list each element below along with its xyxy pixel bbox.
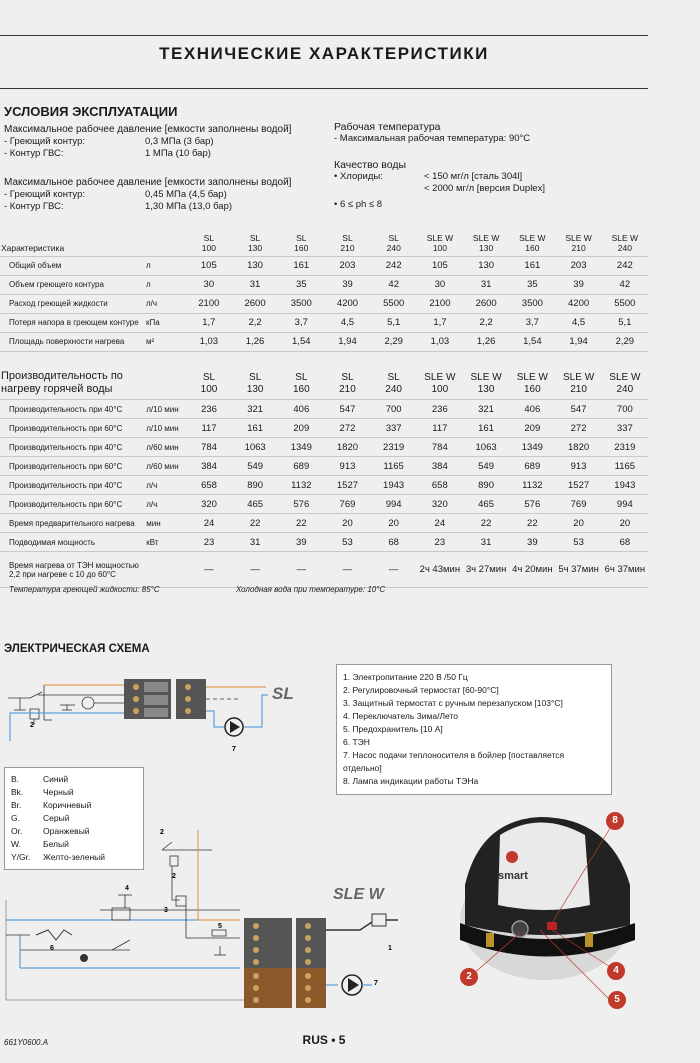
row-value: —: [324, 552, 370, 588]
row-value: 6ч 37мин: [602, 552, 648, 588]
model-header: SLE W 100: [424, 372, 456, 395]
row-value: 5,1: [371, 313, 417, 332]
row-value: 689: [509, 457, 555, 476]
color-row: [11, 799, 109, 812]
row-name: Потеря напора в греющем контуре: [0, 313, 146, 332]
row-value: 68: [371, 533, 417, 552]
row-value: 1349: [278, 438, 324, 457]
color-code: Br.: [11, 800, 22, 810]
table-row: [0, 552, 648, 588]
pressure-row-value: 0,3 МПа (3 бар): [145, 136, 214, 147]
model-header: SLE W 160: [519, 232, 546, 253]
page-title: ТЕХНИЧЕСКИЕ ХАРАКТЕРИСТИКИ: [159, 44, 489, 63]
model-header: SLE W 160: [516, 372, 548, 395]
slew-label: SLE W: [333, 886, 384, 903]
row-value: 890: [463, 476, 509, 495]
row-value: 53: [555, 533, 601, 552]
pressure-row: [4, 136, 324, 148]
top-rule: [0, 35, 648, 36]
row-value: 321: [463, 400, 509, 419]
row-unit: м²: [146, 332, 186, 351]
row-unit: л/10 мин: [146, 419, 186, 438]
pressure-row-value: 1 МПа (10 бар): [145, 148, 211, 159]
model-header: SLE W 130: [470, 372, 502, 395]
pressure-title-2: Максимальное рабочее давление: [4, 177, 162, 188]
row-value: 658: [417, 476, 463, 495]
note-heating-fluid-temp: Температура греющей жидкости: 85°C: [9, 585, 160, 594]
row-name: Подводимая мощность: [0, 533, 146, 552]
row-value: 30: [417, 275, 463, 294]
row-value: 1820: [324, 438, 370, 457]
row-value: 2,29: [602, 332, 648, 351]
components-legend: [336, 664, 612, 795]
row-value: 31: [232, 533, 278, 552]
row-value: 161: [509, 256, 555, 275]
row-value: 576: [278, 495, 324, 514]
row-value: 161: [278, 256, 324, 275]
row-unit: л/ч: [146, 294, 186, 313]
row-value: 1063: [232, 438, 278, 457]
row-name: Площадь поверхности нагрева: [0, 332, 146, 351]
conditions-heading: УСЛОВИЯ ЭКСПЛУАТАЦИИ: [4, 104, 178, 119]
table-row: [0, 419, 648, 438]
row-value: 20: [371, 514, 417, 533]
row-value: 337: [602, 419, 648, 438]
pressure-row: [4, 189, 324, 201]
row-value: —: [371, 552, 417, 588]
pressure-row-label: - Контур ГВС:: [4, 201, 64, 212]
row-value: 4200: [555, 294, 601, 313]
row-value: 1,03: [417, 332, 463, 351]
row-value: 1820: [555, 438, 601, 457]
row-value: 321: [232, 400, 278, 419]
color-name: Серый: [43, 813, 70, 823]
table-header-label: Характеристика: [1, 242, 65, 253]
row-value: 406: [509, 400, 555, 419]
row-value: 5ч 37мин: [555, 552, 601, 588]
row-value: 203: [324, 256, 370, 275]
model-header: SL 240: [385, 372, 402, 395]
color-code: Bk.: [11, 787, 24, 797]
row-unit: кВт: [146, 533, 186, 552]
row-value: 39: [324, 275, 370, 294]
pressure-row-value: 1,30 МПа (13,0 бар): [145, 201, 233, 212]
pressure-note-1: [емкости заполнены водой]: [164, 124, 292, 135]
row-value: 3ч 27мин: [463, 552, 509, 588]
row-value: 22: [463, 514, 509, 533]
pressure-rows-1: [4, 136, 324, 160]
legend-item: 1. Электропитание 220 В /50 Гц: [343, 672, 468, 682]
row-value: 242: [602, 256, 648, 275]
callout-badge: 2: [460, 968, 478, 986]
row-value: 5,1: [602, 313, 648, 332]
row-unit: л/60 мин: [146, 457, 186, 476]
row-value: 24: [417, 514, 463, 533]
row-value: 2100: [417, 294, 463, 313]
row-value: 1349: [509, 438, 555, 457]
row-value: 31: [463, 275, 509, 294]
model-header: SL 160: [292, 372, 310, 395]
pressure-row-label: - Греющий контур:: [4, 136, 85, 147]
row-value: 236: [417, 400, 463, 419]
row-value: —: [278, 552, 324, 588]
color-name: Коричневый: [43, 800, 92, 810]
row-value: 3,7: [278, 313, 324, 332]
row-value: 549: [463, 457, 509, 476]
row-unit: кПа: [146, 313, 186, 332]
pressure-title-1: Максимальное рабочее давление: [4, 124, 162, 135]
legend-item: 8. Лампа индикации работы ТЭНа: [343, 776, 479, 786]
row-value: 2319: [602, 438, 648, 457]
svg-text:6: 6: [50, 945, 54, 952]
row-value: 784: [186, 438, 232, 457]
temp-title: Рабочая температура: [334, 121, 441, 133]
legend-item: 6. ТЭН: [343, 737, 370, 747]
pressure-row-label: - Греющий контур:: [4, 189, 85, 200]
row-value: 272: [324, 419, 370, 438]
model-header: SL 160: [294, 232, 309, 253]
color-name: Синий: [43, 774, 69, 784]
table-row: [0, 332, 648, 351]
row-value: 23: [417, 533, 463, 552]
row-value: 1165: [371, 457, 417, 476]
row-value: 117: [417, 419, 463, 438]
table-row: [0, 476, 648, 495]
pressure-rows-2: [4, 189, 324, 213]
row-value: 2319: [371, 438, 417, 457]
legend-item: 4. Переключатель Зима/Лето: [343, 711, 459, 721]
row-value: 161: [232, 419, 278, 438]
row-value: 769: [555, 495, 601, 514]
pressure-row-value: 0,45 МПа (4,5 бар): [145, 189, 227, 200]
row-value: 1,03: [186, 332, 232, 351]
row-value: 320: [417, 495, 463, 514]
row-value: 236: [186, 400, 232, 419]
row-value: 39: [555, 275, 601, 294]
row-value: 1,94: [555, 332, 601, 351]
row-value: 23: [186, 533, 232, 552]
row-value: 22: [509, 514, 555, 533]
row-value: 35: [509, 275, 555, 294]
row-value: 68: [602, 533, 648, 552]
pressure-row: [4, 148, 324, 160]
row-value: 53: [324, 533, 370, 552]
pressure-row-label: - Контур ГВС:: [4, 148, 64, 159]
model-header: SL 210: [339, 372, 356, 395]
row-value: 242: [371, 256, 417, 275]
page-number: RUS • 5: [302, 1033, 346, 1047]
row-value: 105: [417, 256, 463, 275]
row-name: Производительность при 40°C: [0, 476, 146, 495]
svg-text:4: 4: [125, 885, 129, 892]
row-value: 1,26: [232, 332, 278, 351]
row-value: 465: [463, 495, 509, 514]
model-header: SLE W 130: [472, 232, 500, 253]
row-value: 547: [324, 400, 370, 419]
table-row: [0, 294, 648, 313]
brand-logo: smart: [498, 870, 528, 882]
row-value: 20: [555, 514, 601, 533]
row-value: 5500: [602, 294, 648, 313]
row-value: 384: [417, 457, 463, 476]
row-value: 1165: [602, 457, 648, 476]
table-row: [0, 400, 648, 419]
color-code: B.: [11, 774, 20, 784]
row-value: 1132: [278, 476, 324, 495]
svg-text:2: 2: [172, 873, 176, 880]
quality-title: Качество воды: [334, 159, 407, 171]
sl-label: SL: [272, 684, 294, 703]
model-header: SLE W 210: [563, 372, 595, 395]
characteristics-table: [0, 228, 648, 352]
row-value: 700: [602, 400, 648, 419]
row-unit: л/ч: [146, 476, 186, 495]
row-value: 658: [186, 476, 232, 495]
row-value: 31: [232, 275, 278, 294]
row-unit: л/60 мин: [146, 438, 186, 457]
row-name: Производительность при 40°C: [0, 438, 146, 457]
color-name: Белый: [43, 839, 69, 849]
row-value: 2,29: [371, 332, 417, 351]
row-value: 700: [371, 400, 417, 419]
model-header: SLE W 210: [565, 232, 592, 253]
conditions-left: [4, 124, 324, 213]
document-code: 661Y0600.A: [4, 1038, 49, 1047]
legend-item: 7. Насос подачи теплоносителя в бойлер [поставляется отдельно]: [343, 750, 565, 773]
row-value: 769: [324, 495, 370, 514]
row-value: 1,94: [324, 332, 370, 351]
row-value: 1063: [463, 438, 509, 457]
model-header: SL 130: [246, 372, 264, 395]
row-value: 22: [278, 514, 324, 533]
table-row: [0, 313, 648, 332]
model-header: SLE W 240: [611, 232, 639, 253]
row-value: 39: [509, 533, 555, 552]
electrical-heading: ЭЛЕКТРИЧЕСКАЯ СХЕМА: [4, 643, 150, 655]
row-value: 35: [278, 275, 324, 294]
row-value: 130: [232, 256, 278, 275]
row-name: Производительность при 60°C: [0, 457, 146, 476]
svg-text:5: 5: [218, 923, 222, 930]
table-row: [0, 533, 648, 552]
svg-text:7: 7: [374, 980, 378, 987]
row-value: 1,7: [186, 313, 232, 332]
row-value: 4,5: [324, 313, 370, 332]
temp-value: - Максимальная рабочая температура: 90°C: [334, 133, 531, 144]
row-value: 209: [278, 419, 324, 438]
row-value: 2ч 43мин: [417, 552, 463, 588]
row-value: 39: [278, 533, 324, 552]
model-header: SL 210: [340, 232, 355, 253]
title-rule: [0, 88, 648, 89]
callout-badge: 8: [606, 812, 624, 830]
row-value: 994: [602, 495, 648, 514]
row-value: 4ч 20мин: [509, 552, 555, 588]
color-code: W.: [11, 839, 21, 849]
row-value: 272: [555, 419, 601, 438]
table-row: [0, 495, 648, 514]
row-value: 2100: [186, 294, 232, 313]
row-value: 1,54: [509, 332, 555, 351]
svg-text:2: 2: [30, 722, 34, 729]
note-cold-water-temp: Холодная вода при температуре: 10°C: [236, 585, 386, 594]
svg-text:2: 2: [160, 829, 164, 836]
row-value: 689: [278, 457, 324, 476]
row-value: 384: [186, 457, 232, 476]
row-value: 42: [602, 275, 648, 294]
row-value: 130: [463, 256, 509, 275]
row-value: 1527: [324, 476, 370, 495]
row-value: 994: [371, 495, 417, 514]
row-value: 2,2: [232, 313, 278, 332]
model-header: SL 100: [201, 232, 216, 253]
row-name: Расход греющей жидкости: [0, 294, 146, 313]
row-value: 4,5: [555, 313, 601, 332]
row-value: 2,2: [463, 313, 509, 332]
table-row: [0, 275, 648, 294]
row-value: 406: [278, 400, 324, 419]
sl-wiring-diagram: [0, 665, 320, 765]
table-row: [0, 457, 648, 476]
row-name: Общий объем: [0, 256, 146, 275]
row-name: Производительность при 60°C: [0, 419, 146, 438]
row-value: 24: [186, 514, 232, 533]
pressure-note-2: [емкости заполнены водой]: [164, 177, 292, 188]
row-value: 161: [463, 419, 509, 438]
row-value: 203: [555, 256, 601, 275]
row-value: 913: [555, 457, 601, 476]
model-header: SLE W 100: [426, 232, 454, 253]
row-value: 1,54: [278, 332, 324, 351]
color-row: [11, 773, 109, 786]
row-value: 3500: [278, 294, 324, 313]
row-unit: л/10 мин: [146, 400, 186, 419]
row-value: 5500: [371, 294, 417, 313]
model-header: SLE W 240: [609, 372, 641, 395]
row-value: 4200: [324, 294, 370, 313]
ph-range: • 6 ≤ ph ≤ 8: [334, 199, 383, 210]
row-value: 1,7: [417, 313, 463, 332]
color-name: Желто-зеленый: [43, 852, 105, 862]
row-value: 320: [186, 495, 232, 514]
callout-badge: 5: [608, 991, 626, 1009]
row-unit: мин: [146, 514, 186, 533]
row-value: 22: [232, 514, 278, 533]
model-header: SL 130: [247, 232, 263, 253]
model-header: SL 240: [386, 232, 401, 253]
row-value: 465: [232, 495, 278, 514]
svg-text:7: 7: [232, 746, 236, 753]
row-value: 117: [186, 419, 232, 438]
row-name: Производительность при 40°C: [0, 400, 146, 419]
legend-item: 5. Предохранитель [10 А]: [343, 724, 443, 734]
chlorides-value-1: < 150 мг/л [сталь 304l]: [424, 171, 523, 182]
row-value: 209: [509, 419, 555, 438]
row-value: 890: [232, 476, 278, 495]
row-unit: л: [146, 256, 186, 275]
row-value: 549: [232, 457, 278, 476]
row-value: 2600: [232, 294, 278, 313]
color-code: Y/Gr.: [11, 852, 31, 862]
pressure-row: [4, 201, 324, 213]
row-value: 1943: [371, 476, 417, 495]
color-code: G.: [11, 813, 20, 823]
row-unit: л: [146, 275, 186, 294]
row-value: 1,26: [463, 332, 509, 351]
svg-text:3: 3: [164, 907, 168, 914]
slew-wiring-diagram: [0, 820, 420, 1025]
table-row: [0, 514, 648, 533]
chlorides-label: • Хлориды:: [334, 171, 383, 182]
conditions-right: [334, 121, 634, 211]
color-name: Черный: [43, 787, 74, 797]
row-value: 42: [371, 275, 417, 294]
row-value: 547: [555, 400, 601, 419]
row-name: Время нагрева от ТЭН мощностью 2,2 при нагреве с 10 до 60°C: [0, 552, 146, 588]
row-value: 20: [602, 514, 648, 533]
row-value: —: [232, 552, 278, 588]
row-value: 20: [324, 514, 370, 533]
row-value: —: [186, 552, 232, 588]
color-code: Or.: [11, 826, 23, 836]
row-name: Производительность при 60°C: [0, 495, 146, 514]
table-row: [0, 256, 648, 275]
row-unit: [146, 552, 186, 588]
callout-badge: 4: [607, 962, 625, 980]
row-value: 30: [186, 275, 232, 294]
row-value: 1943: [602, 476, 648, 495]
row-value: 1527: [555, 476, 601, 495]
table-row: [0, 438, 648, 457]
row-value: 1132: [509, 476, 555, 495]
row-name: Объем греющего контура: [0, 275, 146, 294]
legend-item: 2. Регулировочный термостат [60-90°C]: [343, 685, 499, 695]
chlorides-value-2: < 2000 мг/л [версия Duplex]: [424, 183, 545, 194]
row-unit: л/ч: [146, 495, 186, 514]
performance-table: [0, 369, 648, 588]
row-value: 3,7: [509, 313, 555, 332]
row-value: 576: [509, 495, 555, 514]
row-value: 784: [417, 438, 463, 457]
row-value: 337: [371, 419, 417, 438]
model-header: SL 100: [200, 372, 218, 395]
row-value: 105: [186, 256, 232, 275]
svg-text:1: 1: [388, 945, 392, 952]
color-name: Оранжевый: [43, 826, 90, 836]
legend-item: 3. Защитный термостат с ручным перезапуском [103°C]: [343, 698, 563, 708]
row-value: 31: [463, 533, 509, 552]
row-value: 2600: [463, 294, 509, 313]
row-value: 3500: [509, 294, 555, 313]
row-value: 913: [324, 457, 370, 476]
table-header-label: Производительность по нагреву горячей воды: [1, 370, 123, 395]
color-row: [11, 786, 109, 799]
row-name: Время предварительного нагрева: [0, 514, 146, 533]
